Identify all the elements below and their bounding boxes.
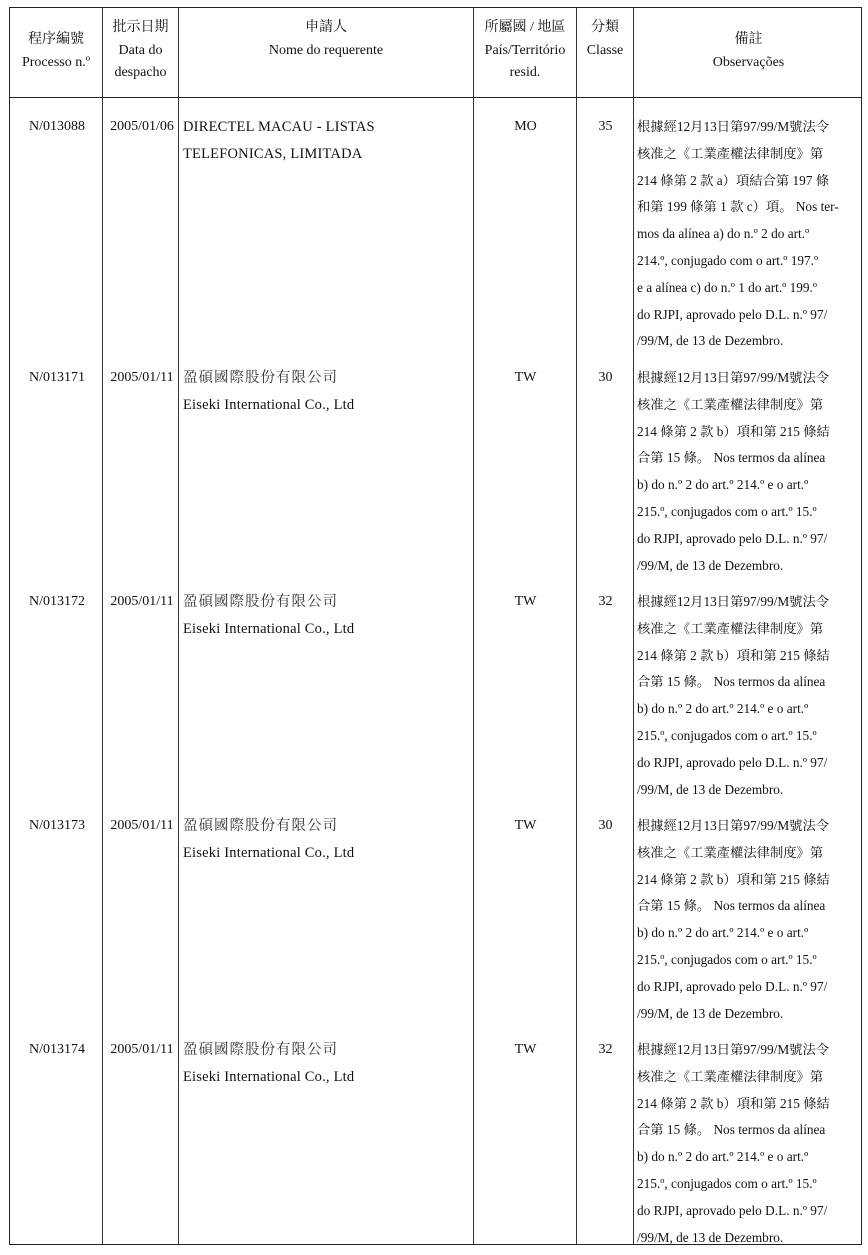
obs-line: do RJPI, aprovado pelo D.L. n.º 97/ xyxy=(637,978,828,994)
obs-line: 214 條第 2 款 a）項結合第 197 條 xyxy=(637,172,830,188)
classe-number: 30 xyxy=(598,370,613,385)
obs-line: b) do n.º 2 do art.º 214.º e o art.º xyxy=(637,1149,809,1165)
obs-line: /99/M, de 13 de Dezembro. xyxy=(637,1005,784,1021)
obs-line: 根據經12月13日第97/99/M號法令 xyxy=(637,119,830,134)
obs-line: /99/M, de 13 de Dezembro. xyxy=(637,1229,784,1245)
name-line: Eiseki International Co., Ltd xyxy=(183,396,355,413)
name-line: 盈碩國際股份有限公司 xyxy=(183,370,338,386)
obs-line: 215.º, conjugados com o art.º 15.º xyxy=(637,727,817,743)
classe-number: 35 xyxy=(598,119,613,134)
header-classe: 分類 Classe xyxy=(586,20,624,58)
observacoes-text xyxy=(637,114,859,355)
obs-line: 215.º, conjugados com o art.º 15.º xyxy=(637,1175,817,1191)
name-line: 盈碩國際股份有限公司 xyxy=(183,1042,338,1058)
requerente-name xyxy=(183,589,473,643)
obs-line: 核准之《工業產權法律制度》第 xyxy=(637,620,824,636)
processo-number: N/013172 xyxy=(29,594,85,609)
obs-line: 和第 199 條第 1 款 c）項。 Nos ter- xyxy=(637,199,839,215)
obs-line: 核准之《工業產權法律制度》第 xyxy=(637,145,824,161)
processo-number: N/013088 xyxy=(29,119,85,134)
obs-line: 215.º, conjugados com o art.º 15.º xyxy=(637,503,817,519)
classe-number: 32 xyxy=(598,594,613,609)
processo-number: N/013174 xyxy=(29,1042,85,1057)
obs-line: do RJPI, aprovado pelo D.L. n.º 97/ xyxy=(637,754,828,770)
obs-line: b) do n.º 2 do art.º 214.º e o art.º xyxy=(637,701,809,717)
obs-line: 合第 15 條。 Nos termos da alínea xyxy=(637,450,826,466)
table-row xyxy=(10,805,861,1029)
name-line: 盈碩國際股份有限公司 xyxy=(183,818,338,834)
table-row xyxy=(10,1029,861,1244)
observacoes-text xyxy=(637,813,859,1027)
processo-number: N/013173 xyxy=(29,818,85,833)
header-requerente: 申請人 Nome do requerente xyxy=(268,20,384,58)
obs-line: 合第 15 條。 Nos termos da alínea xyxy=(637,898,826,914)
obs-line: 合第 15 條。 Nos termos da alínea xyxy=(637,674,826,690)
name-line: 盈碩國際股份有限公司 xyxy=(183,594,338,610)
pais-code: TW xyxy=(514,1042,537,1057)
header-observacoes: 備註 Observações xyxy=(712,32,785,70)
requerente-name xyxy=(183,365,473,419)
obs-line: e a alínea c) do n.º 1 do art.º 199.º xyxy=(637,279,817,295)
obs-line: 根據經12月13日第97/99/M號法令 xyxy=(637,818,830,833)
obs-line: do RJPI, aprovado pelo D.L. n.º 97/ xyxy=(637,306,828,322)
name-line: TELEFONICAS, LIMITADA xyxy=(183,145,363,162)
classe-number: 32 xyxy=(598,1042,613,1057)
despacho-date: 2005/01/11 xyxy=(110,594,174,609)
name-line: Eiseki International Co., Ltd xyxy=(183,620,355,637)
header-processo: 程序編號 Processo n.º xyxy=(21,32,91,70)
name-line: DIRECTEL MACAU - LISTAS xyxy=(183,119,375,135)
obs-line: 核准之《工業產權法律制度》第 xyxy=(637,1068,824,1084)
observacoes-text xyxy=(637,365,859,579)
header-data: 批示日期 Data do despacho xyxy=(112,20,169,80)
pais-code: TW xyxy=(514,370,537,385)
despacho-date: 2005/01/11 xyxy=(110,370,174,385)
obs-line: b) do n.º 2 do art.º 214.º e o art.º xyxy=(637,477,809,493)
obs-line: 214 條第 2 款 b）項和第 215 條結 xyxy=(637,871,830,887)
table-row xyxy=(10,581,861,805)
despacho-date: 2005/01/11 xyxy=(110,1042,174,1057)
obs-line: /99/M, de 13 de Dezembro. xyxy=(637,333,784,349)
obs-line: 214.º, conjugado com o art.º 197.º xyxy=(637,252,819,268)
obs-line: 根據經12月13日第97/99/M號法令 xyxy=(637,1042,830,1057)
obs-line: mos da alínea a) do n.º 2 do art.º xyxy=(637,226,810,242)
pais-code: MO xyxy=(514,119,537,134)
obs-line: do RJPI, aprovado pelo D.L. n.º 97/ xyxy=(637,530,828,546)
requerente-name xyxy=(183,1037,473,1091)
obs-line: 根據經12月13日第97/99/M號法令 xyxy=(637,370,830,385)
requerente-name xyxy=(183,813,473,867)
obs-line: /99/M, de 13 de Dezembro. xyxy=(637,557,784,573)
name-line: Eiseki International Co., Ltd xyxy=(183,1068,355,1085)
despacho-date: 2005/01/06 xyxy=(110,119,174,134)
name-line: Eiseki International Co., Ltd xyxy=(183,844,355,861)
obs-line: b) do n.º 2 do art.º 214.º e o art.º xyxy=(637,925,809,941)
obs-line: /99/M, de 13 de Dezembro. xyxy=(637,781,784,797)
classe-number: 30 xyxy=(598,818,613,833)
processo-number: N/013171 xyxy=(29,370,85,385)
obs-line: 根據經12月13日第97/99/M號法令 xyxy=(637,594,830,609)
obs-line: 214 條第 2 款 b）項和第 215 條結 xyxy=(637,423,830,439)
obs-line: 核准之《工業產權法律制度》第 xyxy=(637,396,824,412)
obs-line: 核准之《工業產權法律制度》第 xyxy=(637,844,824,860)
obs-line: 214 條第 2 款 b）項和第 215 條結 xyxy=(637,647,830,663)
obs-line: do RJPI, aprovado pelo D.L. n.º 97/ xyxy=(637,1202,828,1218)
obs-line: 215.º, conjugados com o art.º 15.º xyxy=(637,951,817,967)
table-row xyxy=(10,357,861,581)
obs-line: 合第 15 條。 Nos termos da alínea xyxy=(637,1122,826,1138)
pais-code: TW xyxy=(514,818,537,833)
table-row xyxy=(10,106,861,358)
pais-code: TW xyxy=(514,594,537,609)
observacoes-text xyxy=(637,1037,859,1251)
observacoes-text xyxy=(637,589,859,803)
despacho-date: 2005/01/11 xyxy=(110,818,174,833)
header-pais: 所屬國 / 地區 País/Território resid. xyxy=(484,20,566,80)
requerente-name xyxy=(183,114,473,168)
obs-line: 214 條第 2 款 b）項和第 215 條結 xyxy=(637,1095,830,1111)
registry-table xyxy=(9,7,862,1245)
